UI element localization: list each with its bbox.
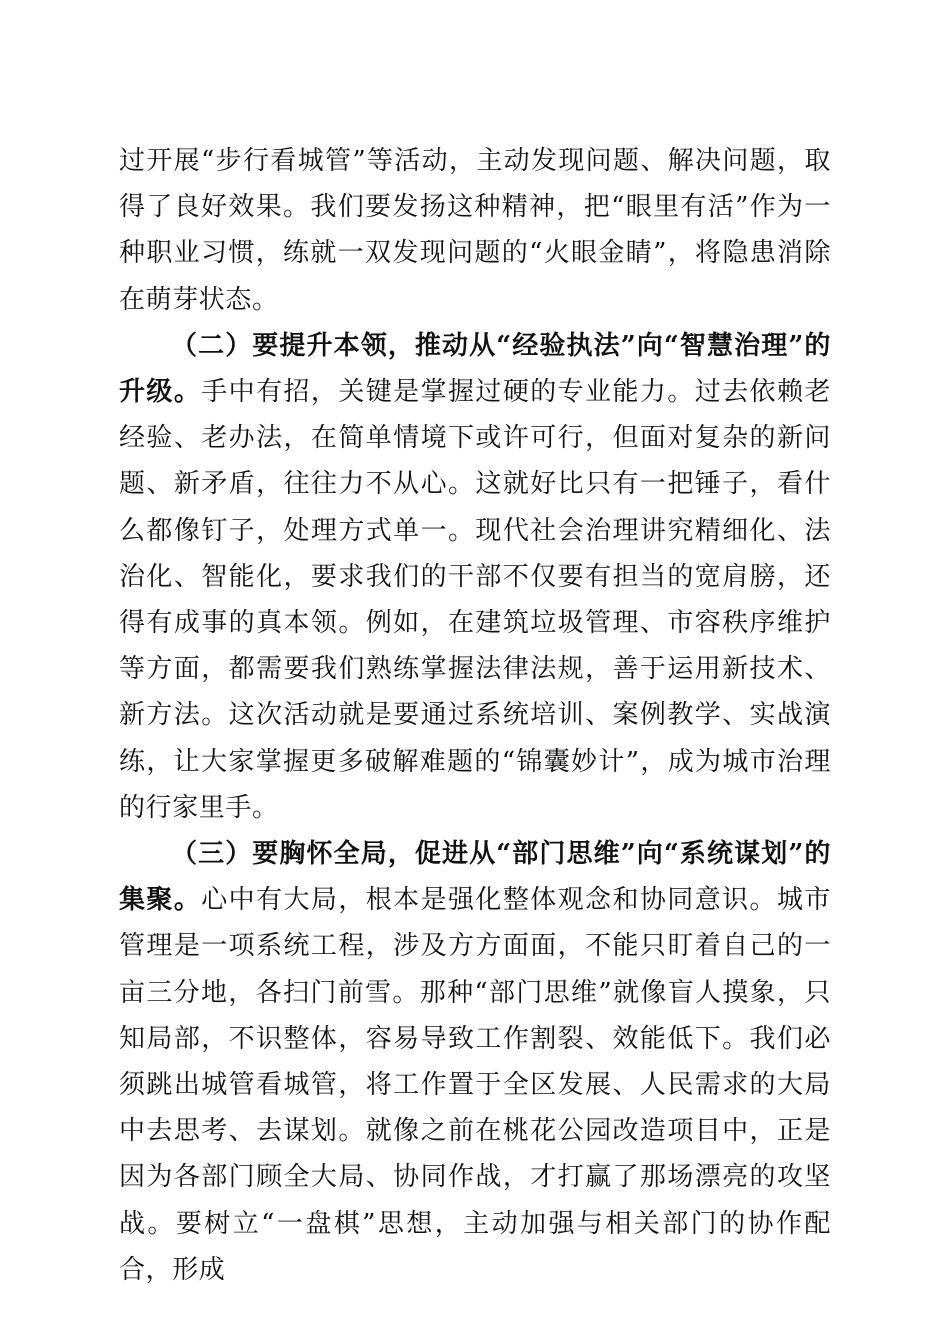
section-heading-three: （三）要胸怀全局，促进从“部门思维”向“系统谋划”的集聚。 bbox=[119, 839, 831, 916]
paragraph-section-three bbox=[119, 831, 831, 1293]
paragraph-text: 过开展“步行看城管”等活动，主动发现问题、解决问题，取得了良好效果。我们要发扬这种精神，把“眼里有活”作为一种职业习惯，练就一双发现问题的“火眼金睛”，将隐患消除在萌芽状态。 bbox=[119, 146, 831, 315]
paragraph-text: 心中有大局，根本是强化整体观念和协同意识。城市管理是一项系统工程，涉及方方面面，不能只盯着自己的一亩三分地，各扫门前雪。那种“部门思维”就像盲人摸象，只知局部，不识整体，容易导致工作割裂、效能低下。我们必须跳出城管看城管，将工作置于全区发展、人民需求的大局中去思考、去谋划。就像之前在桃花公园改造项目中，正是因为各部门顾全大局、协同作战，才打赢了那场漂亮的攻坚战。要树立“一盘棋”思想，主动加强与相关部门的协作配合，形成 bbox=[119, 885, 831, 1285]
section-heading-two: （二）要提升本领，推动从“经验执法”向“智慧治理”的升级。 bbox=[119, 330, 831, 408]
paragraph-text: 手中有招，关键是掌握过硬的专业能力。过去依赖老经验、老办法，在简单情境下或许可行，但面对复杂的新问题、新矛盾，往往力不从心。这就好比只有一把锤子，看什么都像钉子，处理方式单一。现代社会治理讲究精细化、法治化、智能化，要求我们的干部不仅要有担当的宽肩膀，还得有成事的真本领。例如，在建筑垃圾管理、市容秩序维护等方面，都需要我们熟练掌握法律法规，善于运用新技术、新方法。这次活动就是要通过系统培训、案例教学、实战演练，让大家掌握更多破解难题的“锦囊妙计”，成为城市治理的行家里手。 bbox=[119, 377, 831, 823]
paragraph-section-two bbox=[119, 323, 831, 831]
document-body bbox=[119, 138, 831, 1293]
paragraph-continuation bbox=[119, 138, 831, 323]
